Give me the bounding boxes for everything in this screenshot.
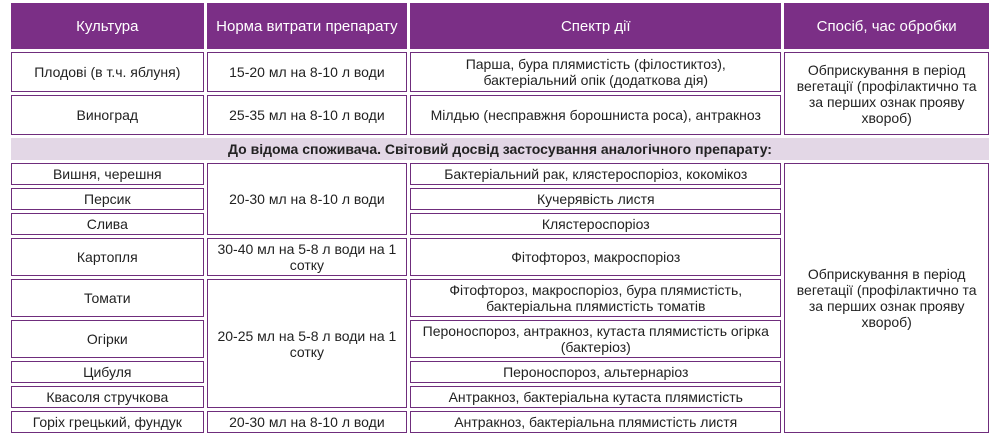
method-cell: Обприскування в період вегетації (профілактично та за перших ознак прояву хвороб) <box>784 163 989 433</box>
header-norm: Норма витрати препарату <box>207 3 408 49</box>
spectrum-cell: Пероноспороз, антракноз, кутаста плямистість огірка (бактеріоз) <box>410 320 781 358</box>
culture-cell: Цибуля <box>11 361 204 383</box>
spectrum-cell: Антракноз, бактеріальна кутаста плямистість <box>410 386 781 408</box>
spectrum-cell: Кучерявість листя <box>410 188 781 210</box>
culture-cell: Огірки <box>11 320 204 358</box>
header-row <box>11 3 989 49</box>
header-spectrum: Спектр дії <box>410 3 781 49</box>
culture-cell: Квасоля стручкова <box>11 386 204 408</box>
norm-cell: 20-25 мл на 5-8 л води на 1 сотку <box>207 279 408 408</box>
culture-cell: Плодові (в т.ч. яблуня) <box>11 52 204 92</box>
culture-cell: Вишня, черешня <box>11 163 204 185</box>
method-cell: Обприскування в період вегетації (профілактично та за перших ознак прояву хвороб) <box>784 52 989 135</box>
norm-cell: 15-20 мл на 8-10 л води <box>207 52 408 92</box>
spectrum-cell: Клястероспоріоз <box>410 213 781 235</box>
culture-cell: Персик <box>11 188 204 210</box>
application-table <box>8 0 992 436</box>
culture-cell: Слива <box>11 213 204 235</box>
norm-cell: 25-35 мл на 8-10 л води <box>207 95 408 135</box>
culture-cell: Картопля <box>11 238 204 276</box>
spectrum-cell: Пероноспороз, альтернаріоз <box>410 361 781 383</box>
spectrum-cell: Фітофтороз, макроспоріоз <box>410 238 781 276</box>
spectrum-cell: Парша, бура плямистість (філостиктоз), бактеріальний опік (додаткова дія) <box>410 52 781 92</box>
header-culture: Культура <box>11 3 204 49</box>
table-row <box>11 52 989 92</box>
culture-cell: Томати <box>11 279 204 317</box>
section-title: До відома споживача. Світовий досвід застосування аналогічного препарату: <box>11 138 989 160</box>
spectrum-cell: Мілдью (несправжня борошниста роса), антракноз <box>410 95 781 135</box>
spectrum-cell: Фітофтороз, макроспоріоз, бура плямистість, бактеріальна плямистість томатів <box>410 279 781 317</box>
culture-cell: Горіх грецький, фундук <box>11 411 204 433</box>
norm-cell: 20-30 мл на 8-10 л води <box>207 163 408 235</box>
spectrum-cell: Бактеріальний рак, клястероспоріоз, кокомікоз <box>410 163 781 185</box>
table-row <box>11 163 989 185</box>
norm-cell: 20-30 мл на 8-10 л води <box>207 411 408 433</box>
spectrum-cell: Антракноз, бактеріальна плямистість листя <box>410 411 781 433</box>
section-row <box>11 138 989 160</box>
norm-cell: 30-40 мл на 5-8 л води на 1 сотку <box>207 238 408 276</box>
culture-cell: Виноград <box>11 95 204 135</box>
header-method: Спосіб, час обробки <box>784 3 989 49</box>
